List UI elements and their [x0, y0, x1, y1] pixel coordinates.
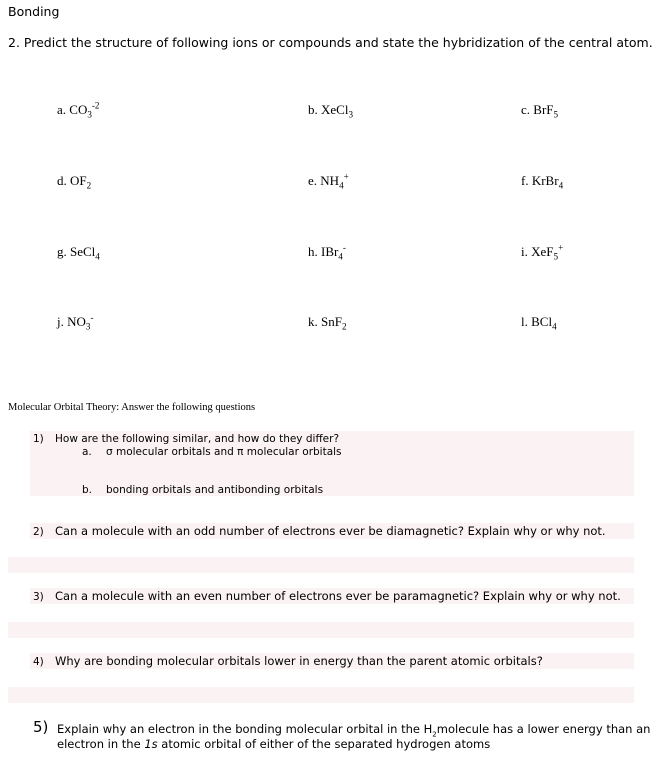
formula-superscript: -	[90, 312, 94, 323]
formula-label: l.	[521, 314, 528, 329]
formula-base: SnF	[321, 314, 342, 329]
formula-superscript: -	[342, 242, 346, 253]
formula-item	[308, 314, 347, 330]
mo-question-4	[33, 654, 543, 668]
formula-subscript: 4	[552, 321, 557, 332]
mo-question-1	[33, 433, 339, 445]
formula-base: IBr	[321, 244, 339, 259]
mo-question-1a-label: a.	[82, 446, 92, 458]
mo-question-1a	[82, 446, 342, 458]
formula-label: d.	[57, 173, 67, 188]
formula-subscript: 2	[86, 180, 92, 191]
formula-item	[521, 173, 563, 189]
formula-label: k.	[308, 314, 318, 329]
answer-area-q3-extra[interactable]	[8, 622, 634, 638]
formula-base: SeCl	[70, 244, 96, 259]
formula-item	[57, 173, 91, 189]
formula-subscript: 4	[558, 180, 564, 191]
mo-question-4-number: 4)	[33, 656, 44, 668]
mo-question-5-line1	[57, 722, 651, 739]
question-2-prompt	[8, 35, 653, 50]
formula-base: XeCl	[321, 102, 349, 117]
mo-question-5-number: 5)	[33, 718, 49, 736]
formula-subscript: 3	[85, 321, 91, 332]
formula-subscript: 4	[95, 251, 100, 262]
formula-item	[57, 244, 100, 260]
formula-superscript: +	[343, 171, 349, 182]
mo-question-3-number: 3)	[33, 591, 44, 603]
formula-base: BCl	[531, 314, 553, 329]
mo-question-2	[33, 524, 606, 538]
formula-label: e.	[308, 173, 318, 188]
formula-label: j.	[57, 314, 64, 329]
formula-label: h.	[308, 244, 318, 259]
formula-base: KrBr	[531, 173, 559, 188]
mo-question-4-text: Why are bonding molecular orbitals lower in energy than the parent atomic orbitals?	[55, 654, 543, 668]
formula-base: CO	[69, 102, 88, 117]
mo-question-1b-text: bonding orbitals and antibonding orbitals	[106, 484, 324, 496]
formula-item	[308, 244, 346, 260]
answer-area-q2-extra[interactable]	[8, 557, 634, 573]
mo-question-1-text: How are the following similar, and how do they differ?	[55, 433, 340, 445]
mo-question-1b-label: b.	[82, 484, 93, 496]
mo-question-5-line2	[57, 737, 490, 751]
h2-subscript: 2	[432, 730, 437, 739]
formula-subscript: 5	[553, 251, 559, 262]
formula-item	[521, 102, 558, 118]
formula-base: NH	[320, 173, 340, 188]
mo-question-3-text: Can a molecule with an even number of electrons ever be paramagnetic? Explain why or why not.	[55, 589, 621, 603]
question-2-text: Predict the structure of following ions or compounds and state the hybridization of the central atom.	[23, 35, 653, 50]
mo-question-1a-text: σ molecular orbitals and π molecular orbitals	[106, 446, 342, 458]
formula-subscript: 3	[87, 109, 92, 120]
formula-label: b.	[308, 102, 318, 117]
formula-label: c.	[521, 102, 531, 117]
page-title: Bonding	[8, 4, 60, 19]
formula-item	[521, 314, 557, 330]
mo-question-5-line2-post: atomic orbital of either of the separated hydrogen atoms	[157, 737, 491, 751]
formula-item	[57, 102, 99, 118]
formula-subscript: 2	[341, 321, 347, 332]
formula-label: a.	[57, 102, 67, 117]
formula-item	[308, 102, 353, 118]
formula-item	[57, 314, 93, 330]
formula-superscript: -2	[91, 100, 100, 111]
formula-subscript: 5	[553, 109, 559, 120]
formula-subscript: 4	[338, 251, 343, 262]
formula-subscript: 4	[339, 180, 344, 191]
orbital-1s: 1s	[144, 737, 158, 751]
formula-item	[308, 173, 349, 189]
formula-superscript: +	[558, 242, 564, 253]
formula-subscript: 3	[348, 109, 353, 120]
mo-question-5-line2-pre: electron in the	[57, 737, 145, 751]
mo-question-1b	[82, 484, 323, 496]
mo-question-5-line1-post: molecule has a lower energy than an	[436, 722, 651, 736]
question-2-number: 2.	[8, 35, 20, 50]
formula-item	[521, 244, 563, 260]
mo-question-2-number: 2)	[33, 526, 44, 538]
mo-section-heading: Molecular Orbital Theory: Answer the following questions	[8, 402, 256, 413]
formula-base: BrF	[533, 102, 554, 117]
formula-label: g.	[57, 244, 67, 259]
formula-base: OF	[70, 173, 87, 188]
answer-area-q4-extra[interactable]	[8, 687, 634, 703]
mo-question-5-line1-pre: Explain why an electron in the bonding molecular orbital in the H	[57, 722, 433, 736]
mo-question-2-text: Can a molecule with an odd number of electrons ever be diamagnetic? Explain why or why not.	[55, 524, 606, 538]
formula-label: i.	[521, 244, 528, 259]
formula-base: XeF	[531, 244, 554, 259]
mo-question-3	[33, 589, 621, 603]
formula-base: NO	[67, 314, 86, 329]
formula-label: f.	[521, 173, 529, 188]
mo-question-1-number: 1)	[33, 433, 44, 445]
